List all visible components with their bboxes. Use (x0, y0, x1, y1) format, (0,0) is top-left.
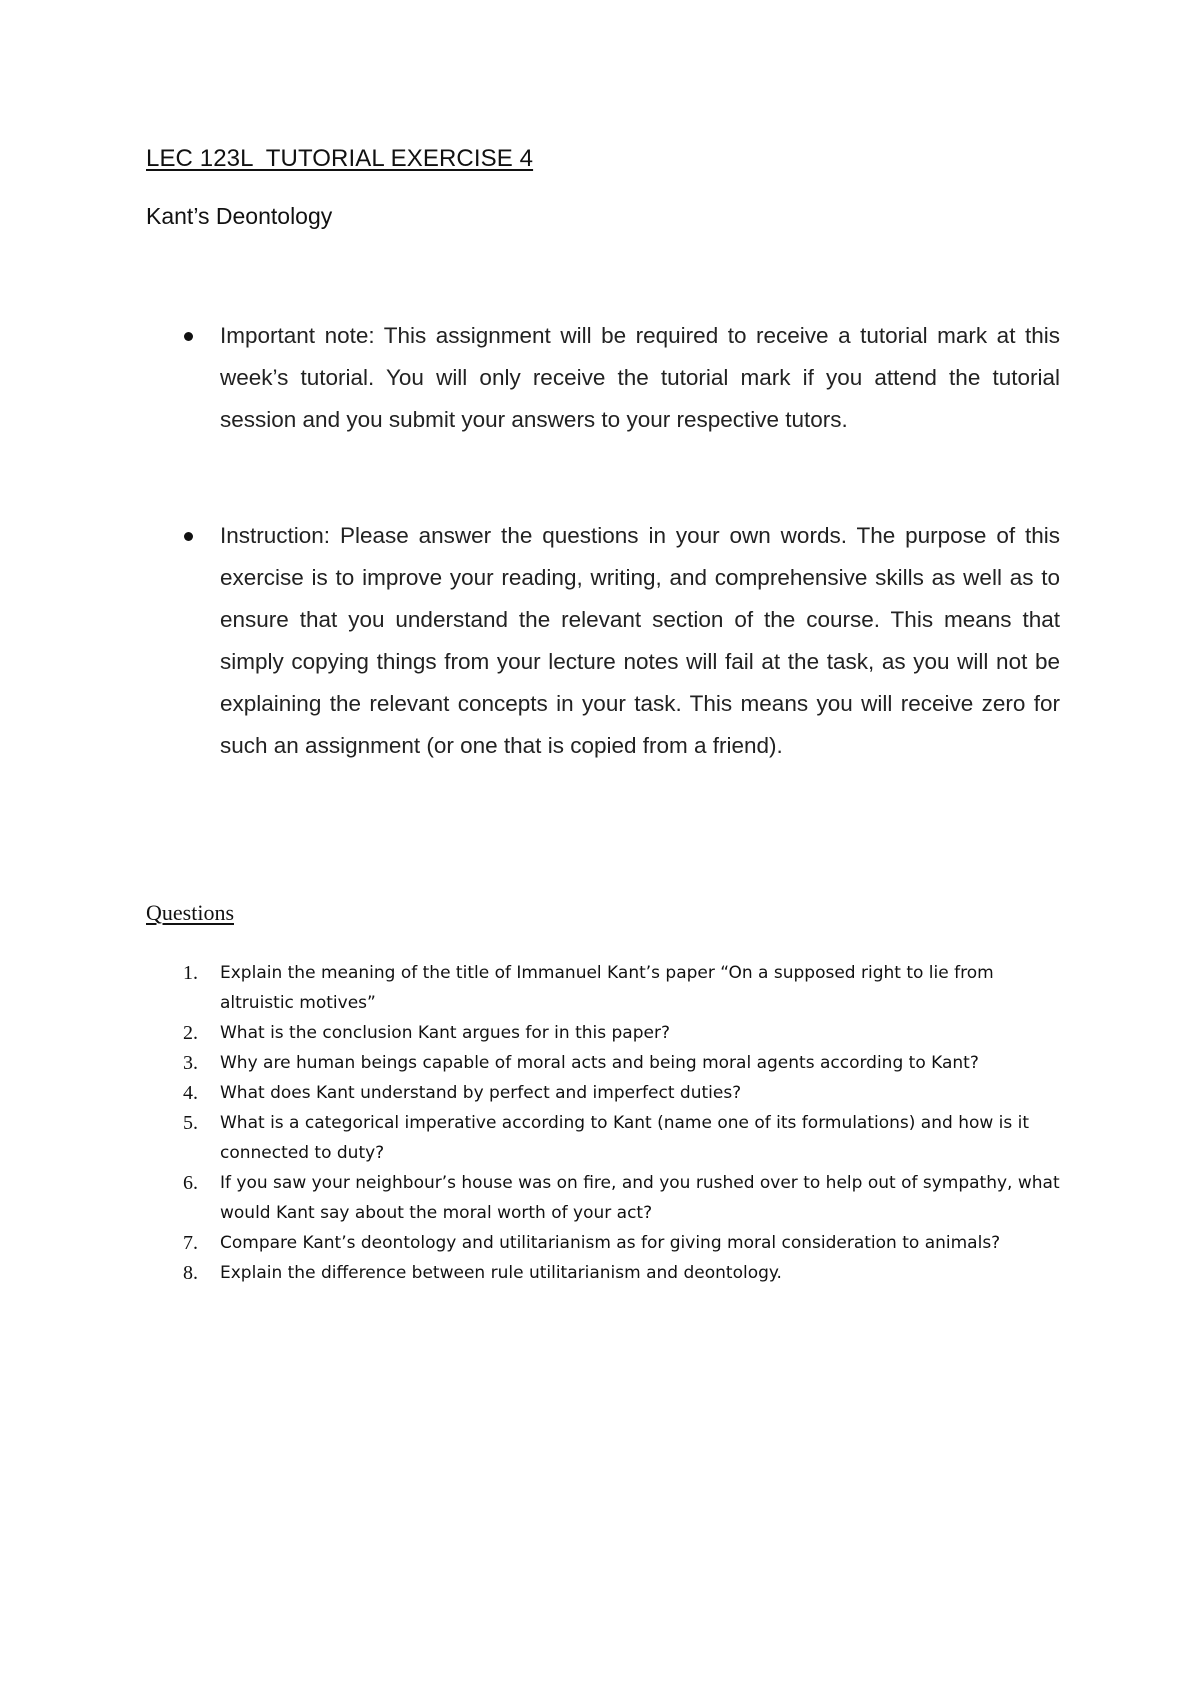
question-number: 4. (183, 1082, 198, 1104)
question-list (146, 958, 1060, 1288)
important-note (146, 315, 1060, 441)
instruction-list (146, 515, 1060, 767)
question-number: 7. (183, 1232, 198, 1254)
question-item (146, 1048, 1060, 1078)
question-item (146, 1108, 1060, 1168)
important-note-text: Important note: This assignment will be required to receive a tutorial mark at this week’s tutorial. You will only receive the tutorial mark if you attend the tutorial session and you submit your answers to your respective tutors. (220, 323, 1060, 432)
instruction-note-text: Instruction: Please answer the questions in your own words. The purpose of this exercise is to improve your reading, writing, and comprehensive skills as well as to ensure that you understand the relevant section of the course. This means that simply copying things from your lecture notes will fail at the task, as you will not be explaining the relevant concepts in your task. This means you will receive zero for such an assignment (or one that is copied from a friend). (220, 523, 1060, 758)
question-number: 5. (183, 1112, 198, 1134)
question-item (146, 1018, 1060, 1048)
question-text: Explain the meaning of the title of Immanuel Kant’s paper “On a supposed right to lie from altruistic motives” (220, 963, 994, 1013)
question-text: What does Kant understand by perfect and imperfect duties? (220, 1083, 742, 1103)
question-item (146, 958, 1060, 1018)
question-text: What is a categorical imperative according to Kant (name one of its formulations) and how is it connected to duty? (220, 1113, 1030, 1163)
question-text: Compare Kant’s deontology and utilitarianism as for giving moral consideration to animals? (220, 1233, 1001, 1253)
important-note-list (146, 315, 1060, 441)
question-item (146, 1258, 1060, 1288)
bullet-icon (184, 332, 193, 341)
question-item (146, 1228, 1060, 1258)
question-number: 6. (183, 1172, 198, 1194)
document-title: LEC 123L TUTORIAL EXERCISE 4 (146, 145, 534, 172)
question-number: 8. (183, 1262, 198, 1284)
questions-heading: Questions (146, 900, 234, 925)
question-number: 3. (183, 1052, 198, 1074)
instruction-note (146, 515, 1060, 767)
question-item (146, 1168, 1060, 1228)
question-text: What is the conclusion Kant argues for in this paper? (220, 1023, 670, 1043)
question-text: Explain the difference between rule utilitarianism and deontology. (220, 1263, 782, 1283)
question-text: If you saw your neighbour’s house was on fire, and you rushed over to help out of sympathy, what would Kant say about the moral worth of your act? (220, 1173, 1060, 1223)
document-subtitle: Kant’s Deontology (146, 203, 333, 229)
question-number: 2. (183, 1022, 198, 1044)
question-item (146, 1078, 1060, 1108)
question-number: 1. (183, 962, 198, 984)
bullet-icon (184, 532, 193, 541)
question-text: Why are human beings capable of moral acts and being moral agents according to Kant? (220, 1053, 979, 1073)
